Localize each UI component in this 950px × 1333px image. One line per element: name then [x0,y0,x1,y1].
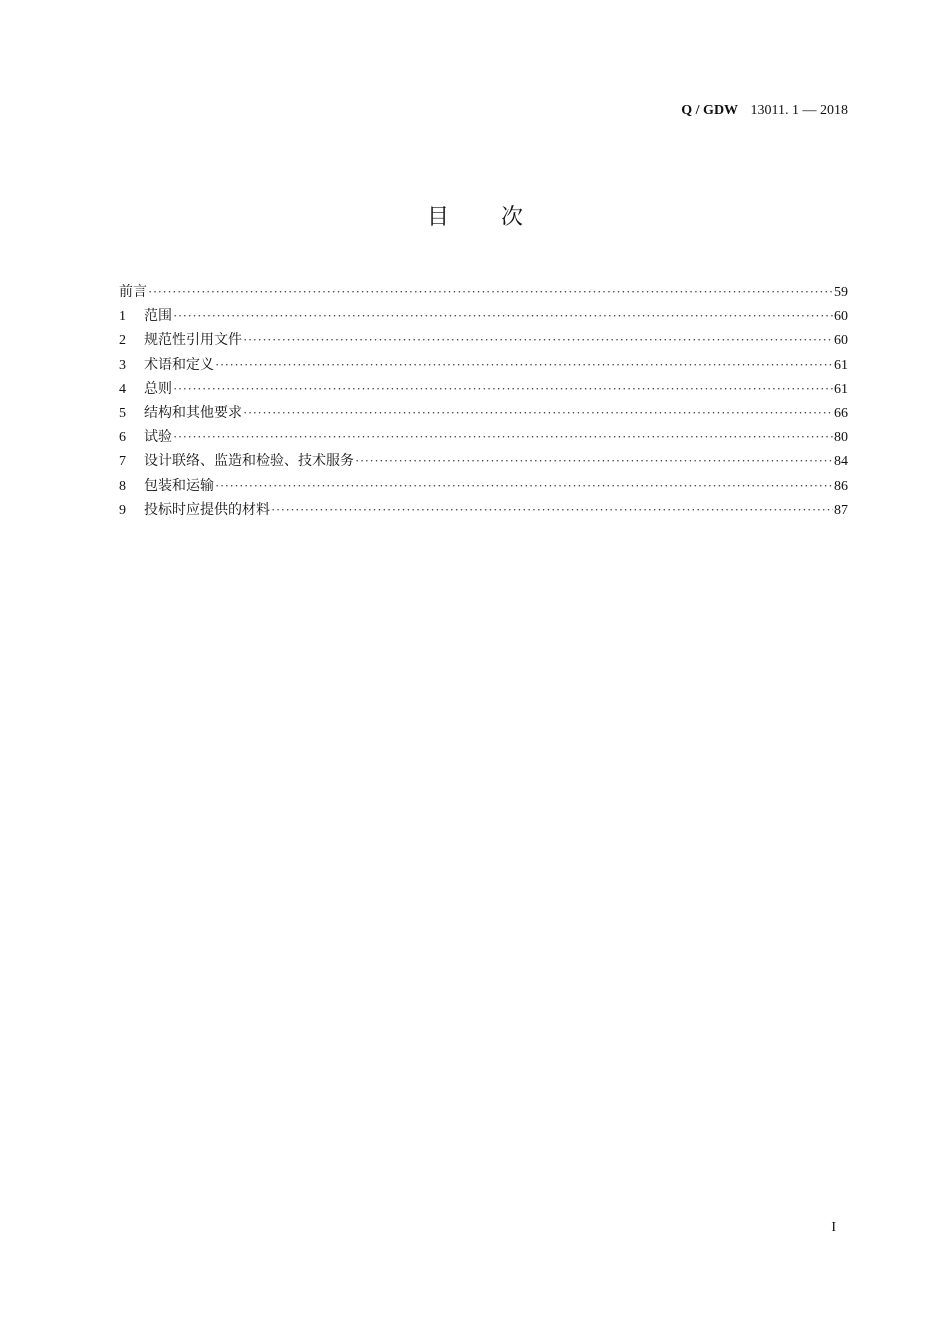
toc-entry-1[interactable] [119,304,848,328]
toc-entry-page: 59 [834,285,848,300]
toc-entry-number: 8 [119,478,126,494]
toc-dot-leader [173,425,833,449]
toc-entry-label: 结构和其他要求 [144,404,242,421]
toc-entry-label: 总则 [144,380,172,397]
toc-entry-4[interactable] [119,377,848,401]
toc-entry-page: 61 [834,381,848,397]
toc-entry-page: 60 [834,309,848,325]
toc-entry-label: 包装和运输 [144,477,214,494]
toc-entry-3[interactable] [119,353,848,377]
page-title: 目次 [426,205,575,230]
toc-entry-label: 范围 [144,308,172,325]
toc-entry-number: 2 [119,333,126,349]
toc-dot-leader [243,328,833,352]
toc-entry-number: 4 [119,381,126,397]
toc-dot-leader [148,280,833,304]
standard-code: Q / GDW [681,103,739,118]
toc-dot-leader [215,474,833,498]
toc-dot-leader [243,401,833,425]
toc-entry-number: 6 [119,430,126,446]
toc-dot-leader [215,353,833,377]
toc-entry-label: 前言 [119,284,147,300]
toc-entry-label: 投标时应提供的材料 [144,501,270,518]
toc-entry-number: 7 [119,454,126,470]
toc-entry-2[interactable] [119,328,848,352]
toc-entry-8[interactable] [119,474,848,498]
toc-dot-leader [271,498,833,522]
toc-entry-number: 1 [119,309,126,325]
toc-entry-page: 80 [834,430,848,446]
toc-entry-number: 3 [119,357,126,373]
toc-entry-label: 试验 [144,429,172,446]
document-header [681,102,848,119]
standard-number: 13011. 1 — 2018 [750,103,848,118]
toc-entry-9[interactable] [119,498,848,522]
toc-entry-number: 9 [119,502,126,518]
toc-entry-7[interactable] [119,449,848,473]
toc-dot-leader [173,304,833,328]
toc-entry-page: 87 [834,502,848,518]
toc-entry-label: 规范性引用文件 [144,332,242,349]
page-number: I [831,1220,836,1235]
toc-entry-foreword[interactable] [119,280,848,304]
toc-entry-5[interactable] [119,401,848,425]
toc-entry-page: 84 [834,454,848,470]
toc-entry-label: 设计联络、监造和检验、技术服务 [144,453,354,470]
toc-dot-leader [173,377,833,401]
toc-entry-page: 60 [834,333,848,349]
table-of-contents [119,280,848,522]
toc-dot-leader [355,449,833,473]
toc-entry-number: 5 [119,405,126,421]
toc-entry-page: 86 [834,478,848,494]
toc-entry-page: 61 [834,357,848,373]
toc-entry-label: 术语和定义 [144,356,214,373]
toc-entry-page: 66 [834,405,848,421]
toc-entry-6[interactable] [119,425,848,449]
